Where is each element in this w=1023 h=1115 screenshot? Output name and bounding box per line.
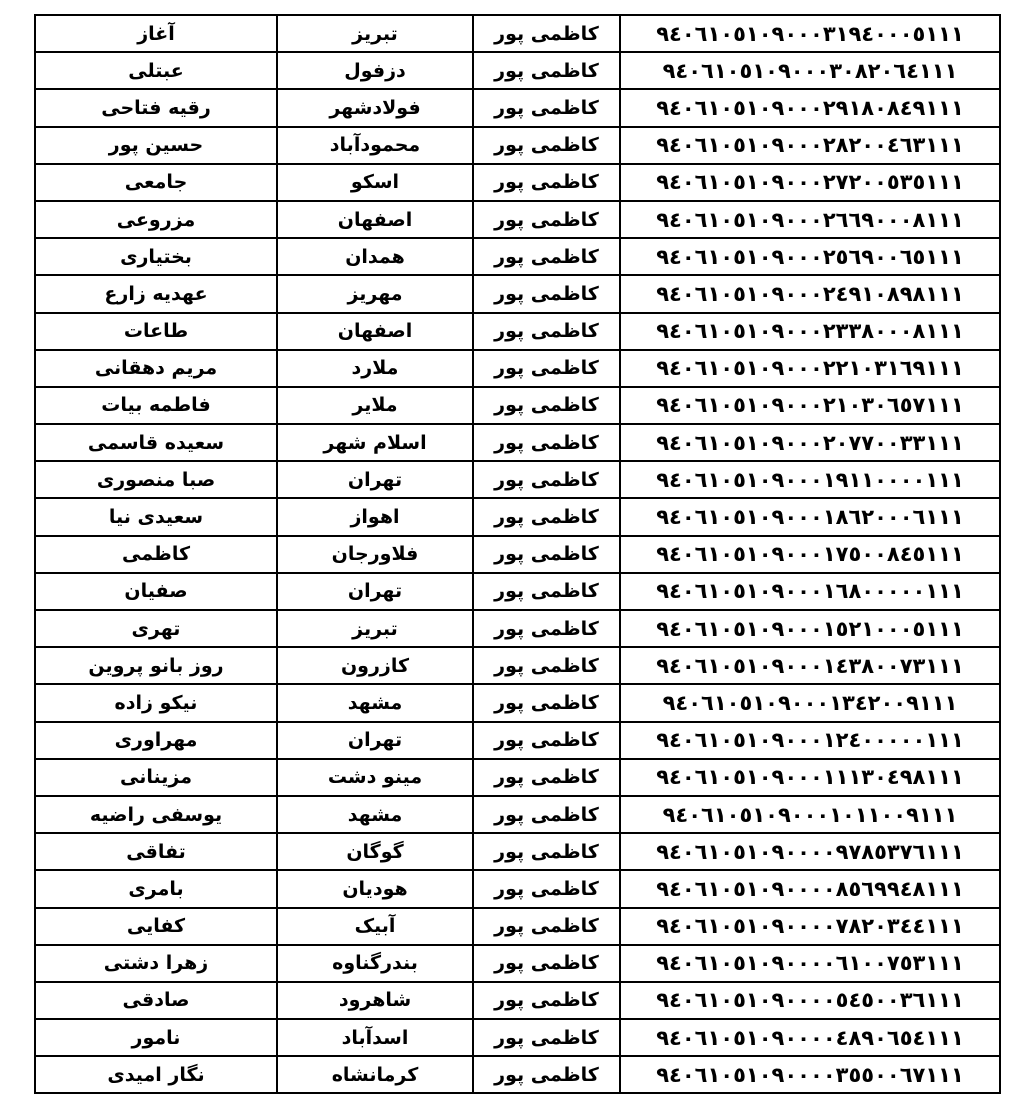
city-cell: مشهد bbox=[277, 684, 473, 721]
city-cell: همدان bbox=[277, 238, 473, 275]
table-row bbox=[35, 461, 1000, 498]
city-cell: اصفهان bbox=[277, 201, 473, 238]
table-row bbox=[35, 387, 1000, 424]
person-name-cell: رقیه فتاحی bbox=[35, 89, 277, 126]
city-cell: تهران bbox=[277, 461, 473, 498]
table-row bbox=[35, 498, 1000, 535]
account-code-cell: ۹٤۰٦۱۰٥۱۰۹۰۰۰۲۹۱۸۰۸٤۹۱۱۱ bbox=[620, 89, 1000, 126]
table-row bbox=[35, 52, 1000, 89]
city-cell: گوگان bbox=[277, 833, 473, 870]
person-name-cell: آغاز bbox=[35, 15, 277, 52]
city-cell: ملارد bbox=[277, 350, 473, 387]
table-row bbox=[35, 573, 1000, 610]
city-cell: تهران bbox=[277, 573, 473, 610]
city-cell: اسلام شهر bbox=[277, 424, 473, 461]
family-name-cell: کاظمی پور bbox=[473, 684, 620, 721]
city-cell: ملایر bbox=[277, 387, 473, 424]
family-name-cell: کاظمی پور bbox=[473, 127, 620, 164]
city-cell: فولادشهر bbox=[277, 89, 473, 126]
person-name-cell: تفاقی bbox=[35, 833, 277, 870]
city-cell: تبریز bbox=[277, 15, 473, 52]
family-name-cell: کاظمی پور bbox=[473, 647, 620, 684]
person-name-cell: نیکو زاده bbox=[35, 684, 277, 721]
table-row bbox=[35, 759, 1000, 796]
person-name-cell: روز بانو پروین bbox=[35, 647, 277, 684]
account-code-cell: ۹٤۰٦۱۰٥۱۰۹۰۰۰۱۷٥۰۰۸٤٥۱۱۱ bbox=[620, 536, 1000, 573]
person-name-cell: بختیاری bbox=[35, 238, 277, 275]
family-name-cell: کاظمی پور bbox=[473, 275, 620, 312]
family-name-cell: کاظمی پور bbox=[473, 201, 620, 238]
table-row bbox=[35, 908, 1000, 945]
person-name-cell: مریم دهقانی bbox=[35, 350, 277, 387]
family-name-cell: کاظمی پور bbox=[473, 387, 620, 424]
person-name-cell: صفیان bbox=[35, 573, 277, 610]
account-code-cell: ۹٤۰٦۱۰٥۱۰۹۰۰۰۱۲٤۰۰۰۰۰۱۱۱ bbox=[620, 722, 1000, 759]
family-name-cell: کاظمی پور bbox=[473, 238, 620, 275]
account-code-cell: ۹٤۰٦۱۰٥۱۰۹۰۰۰۲۲۱۰۳۱٦۹۱۱۱ bbox=[620, 350, 1000, 387]
table-row bbox=[35, 127, 1000, 164]
account-code-cell: ۹٤۰٦۱۰٥۱۰۹۰۰۰۱٤۳۸۰۰۷۳۱۱۱ bbox=[620, 647, 1000, 684]
city-cell: هودیان bbox=[277, 870, 473, 907]
person-name-cell: صبا منصوری bbox=[35, 461, 277, 498]
account-code-cell: ۹٤۰٦۱۰٥۱۰۹۰۰۰۱۹۱۱۰۰۰۰۱۱۱ bbox=[620, 461, 1000, 498]
account-code-cell: ۹٤۰٦۱۰٥۱۰۹۰۰۰۱۸٦۲۰۰۰٦۱۱۱ bbox=[620, 498, 1000, 535]
city-cell: تهران bbox=[277, 722, 473, 759]
account-code-cell: ۹٤۰٦۱۰٥۱۰۹۰۰۰۲٦٦۹۰۰۰۸۱۱۱ bbox=[620, 201, 1000, 238]
person-name-cell: مزروعی bbox=[35, 201, 277, 238]
family-name-cell: کاظمی پور bbox=[473, 15, 620, 52]
person-name-cell: مهراوری bbox=[35, 722, 277, 759]
city-cell: بندرگناوه bbox=[277, 945, 473, 982]
table-row bbox=[35, 536, 1000, 573]
family-name-cell: کاظمی پور bbox=[473, 610, 620, 647]
family-name-cell: کاظمی پور bbox=[473, 796, 620, 833]
table-row bbox=[35, 647, 1000, 684]
records-table bbox=[34, 14, 1001, 1094]
city-cell: اسدآباد bbox=[277, 1019, 473, 1056]
table-row bbox=[35, 796, 1000, 833]
city-cell: شاهرود bbox=[277, 982, 473, 1019]
person-name-cell: عهدیه زارع bbox=[35, 275, 277, 312]
account-code-cell: ۹٤۰٦۱۰٥۱۰۹۰۰۰۰٤۸۹۰٦٥٤۱۱۱ bbox=[620, 1019, 1000, 1056]
table-row bbox=[35, 313, 1000, 350]
table-row bbox=[35, 350, 1000, 387]
city-cell: تبریز bbox=[277, 610, 473, 647]
family-name-cell: کاظمی پور bbox=[473, 722, 620, 759]
account-code-cell: ۹٤۰٦۱۰٥۱۰۹۰۰۰۰۹۷۸٥۳۷٦۱۱۱ bbox=[620, 833, 1000, 870]
family-name-cell: کاظمی پور bbox=[473, 164, 620, 201]
account-code-cell: ۹٤۰٦۱۰٥۱۰۹۰۰۰۱٦۸۰۰۰۰۰۱۱۱ bbox=[620, 573, 1000, 610]
table-row bbox=[35, 722, 1000, 759]
person-name-cell: تهری bbox=[35, 610, 277, 647]
table-row bbox=[35, 15, 1000, 52]
account-code-cell: ۹٤۰٦۱۰٥۱۰۹۰۰۰۱٥۲۱۰۰۰٥۱۱۱ bbox=[620, 610, 1000, 647]
table-row bbox=[35, 89, 1000, 126]
person-name-cell: بامری bbox=[35, 870, 277, 907]
family-name-cell: کاظمی پور bbox=[473, 833, 620, 870]
city-cell: مینو دشت bbox=[277, 759, 473, 796]
family-name-cell: کاظمی پور bbox=[473, 498, 620, 535]
account-code-cell: ۹٤۰٦۱۰٥۱۰۹۰۰۰۱۳٤۲۰۰۹۱۱۱ bbox=[620, 684, 1000, 721]
person-name-cell: زهرا دشتی bbox=[35, 945, 277, 982]
account-code-cell: ۹٤۰٦۱۰٥۱۰۹۰۰۰۲۳۳۸۰۰۰۸۱۱۱ bbox=[620, 313, 1000, 350]
family-name-cell: کاظمی پور bbox=[473, 350, 620, 387]
person-name-cell: فاطمه بیات bbox=[35, 387, 277, 424]
city-cell: اصفهان bbox=[277, 313, 473, 350]
person-name-cell: نامور bbox=[35, 1019, 277, 1056]
account-code-cell: ۹٤۰٦۱۰٥۱۰۹۰۰۰۲۱۰۳۰٦٥۷۱۱۱ bbox=[620, 387, 1000, 424]
person-name-cell: کفایی bbox=[35, 908, 277, 945]
records-table-body bbox=[35, 15, 1000, 1093]
account-code-cell: ۹٤۰٦۱۰٥۱۰۹۰۰۰۲٥٦۹۰۰٦٥۱۱۱ bbox=[620, 238, 1000, 275]
table-row bbox=[35, 870, 1000, 907]
table-row bbox=[35, 164, 1000, 201]
family-name-cell: کاظمی پور bbox=[473, 870, 620, 907]
family-name-cell: کاظمی پور bbox=[473, 424, 620, 461]
table-row bbox=[35, 610, 1000, 647]
family-name-cell: کاظمی پور bbox=[473, 89, 620, 126]
family-name-cell: کاظمی پور bbox=[473, 945, 620, 982]
family-name-cell: کاظمی پور bbox=[473, 461, 620, 498]
table-row bbox=[35, 982, 1000, 1019]
account-code-cell: ۹٤۰٦۱۰٥۱۰۹۰۰۰۰۸٥٦۹۹٤۸۱۱۱ bbox=[620, 870, 1000, 907]
account-code-cell: ۹٤۰٦۱۰٥۱۰۹۰۰۰۰٥٤٥۰۰۳٦۱۱۱ bbox=[620, 982, 1000, 1019]
account-code-cell: ۹٤۰٦۱۰٥۱۰۹۰۰۰۲٤۹۱۰۸۹۸۱۱۱ bbox=[620, 275, 1000, 312]
table-row bbox=[35, 424, 1000, 461]
table-row bbox=[35, 945, 1000, 982]
person-name-cell: صادقی bbox=[35, 982, 277, 1019]
city-cell: مهریز bbox=[277, 275, 473, 312]
account-code-cell: ۹٤۰٦۱۰٥۱۰۹۰۰۰۲۸۲۰۰٤٦۳۱۱۱ bbox=[620, 127, 1000, 164]
family-name-cell: کاظمی پور bbox=[473, 573, 620, 610]
account-code-cell: ۹٤۰٦۱۰٥۱۰۹۰۰۰۲۷۲۰۰٥۳٥۱۱۱ bbox=[620, 164, 1000, 201]
city-cell: محمودآباد bbox=[277, 127, 473, 164]
city-cell: اهواز bbox=[277, 498, 473, 535]
city-cell: آبیک bbox=[277, 908, 473, 945]
family-name-cell: کاظمی پور bbox=[473, 1019, 620, 1056]
family-name-cell: کاظمی پور bbox=[473, 536, 620, 573]
table-row bbox=[35, 833, 1000, 870]
account-code-cell: ۹٤۰٦۱۰٥۱۰۹۰۰۰۰۳٥٥۰۰٦۷۱۱۱ bbox=[620, 1056, 1000, 1093]
person-name-cell: کاظمی bbox=[35, 536, 277, 573]
table-row bbox=[35, 275, 1000, 312]
person-name-cell: سعیدی نیا bbox=[35, 498, 277, 535]
table-row bbox=[35, 684, 1000, 721]
table-row bbox=[35, 1019, 1000, 1056]
family-name-cell: کاظمی پور bbox=[473, 982, 620, 1019]
account-code-cell: ۹٤۰٦۱۰٥۱۰۹۰۰۰۰٦۱۰۰۷٥۳۱۱۱ bbox=[620, 945, 1000, 982]
city-cell: فلاورجان bbox=[277, 536, 473, 573]
table-row bbox=[35, 238, 1000, 275]
table-row bbox=[35, 201, 1000, 238]
person-name-cell: مزینانی bbox=[35, 759, 277, 796]
city-cell: مشهد bbox=[277, 796, 473, 833]
family-name-cell: کاظمی پور bbox=[473, 908, 620, 945]
person-name-cell: حسین پور bbox=[35, 127, 277, 164]
person-name-cell: سعیده قاسمی bbox=[35, 424, 277, 461]
table-row bbox=[35, 1056, 1000, 1093]
city-cell: دزفول bbox=[277, 52, 473, 89]
account-code-cell: ۹٤۰٦۱۰٥۱۰۹۰۰۰۳۱۹٤۰۰۰٥۱۱۱ bbox=[620, 15, 1000, 52]
person-name-cell: یوسفی راضیه bbox=[35, 796, 277, 833]
account-code-cell: ۹٤۰٦۱۰٥۱۰۹۰۰۰۲۰۷۷۰۰۳۳۱۱۱ bbox=[620, 424, 1000, 461]
city-cell: کرمانشاه bbox=[277, 1056, 473, 1093]
person-name-cell: طاعات bbox=[35, 313, 277, 350]
family-name-cell: کاظمی پور bbox=[473, 1056, 620, 1093]
city-cell: کازرون bbox=[277, 647, 473, 684]
city-cell: اسکو bbox=[277, 164, 473, 201]
account-code-cell: ۹٤۰٦۱۰٥۱۰۹۰۰۰۱۱۱۳۰٤۹۸۱۱۱ bbox=[620, 759, 1000, 796]
family-name-cell: کاظمی پور bbox=[473, 313, 620, 350]
account-code-cell: ۹٤۰٦۱۰٥۱۰۹۰۰۰۰۷۸۲۰۳٤٤۱۱۱ bbox=[620, 908, 1000, 945]
account-code-cell: ۹٤۰٦۱۰٥۱۰۹۰۰۰۱۰۱۱۰۰۹۱۱۱ bbox=[620, 796, 1000, 833]
person-name-cell: عبتلی bbox=[35, 52, 277, 89]
family-name-cell: کاظمی پور bbox=[473, 52, 620, 89]
person-name-cell: جامعی bbox=[35, 164, 277, 201]
person-name-cell: نگار امیدی bbox=[35, 1056, 277, 1093]
account-code-cell: ۹٤۰٦۱۰٥۱۰۹۰۰۰۳۰۸۲۰٦٤۱۱۱ bbox=[620, 52, 1000, 89]
family-name-cell: کاظمی پور bbox=[473, 759, 620, 796]
